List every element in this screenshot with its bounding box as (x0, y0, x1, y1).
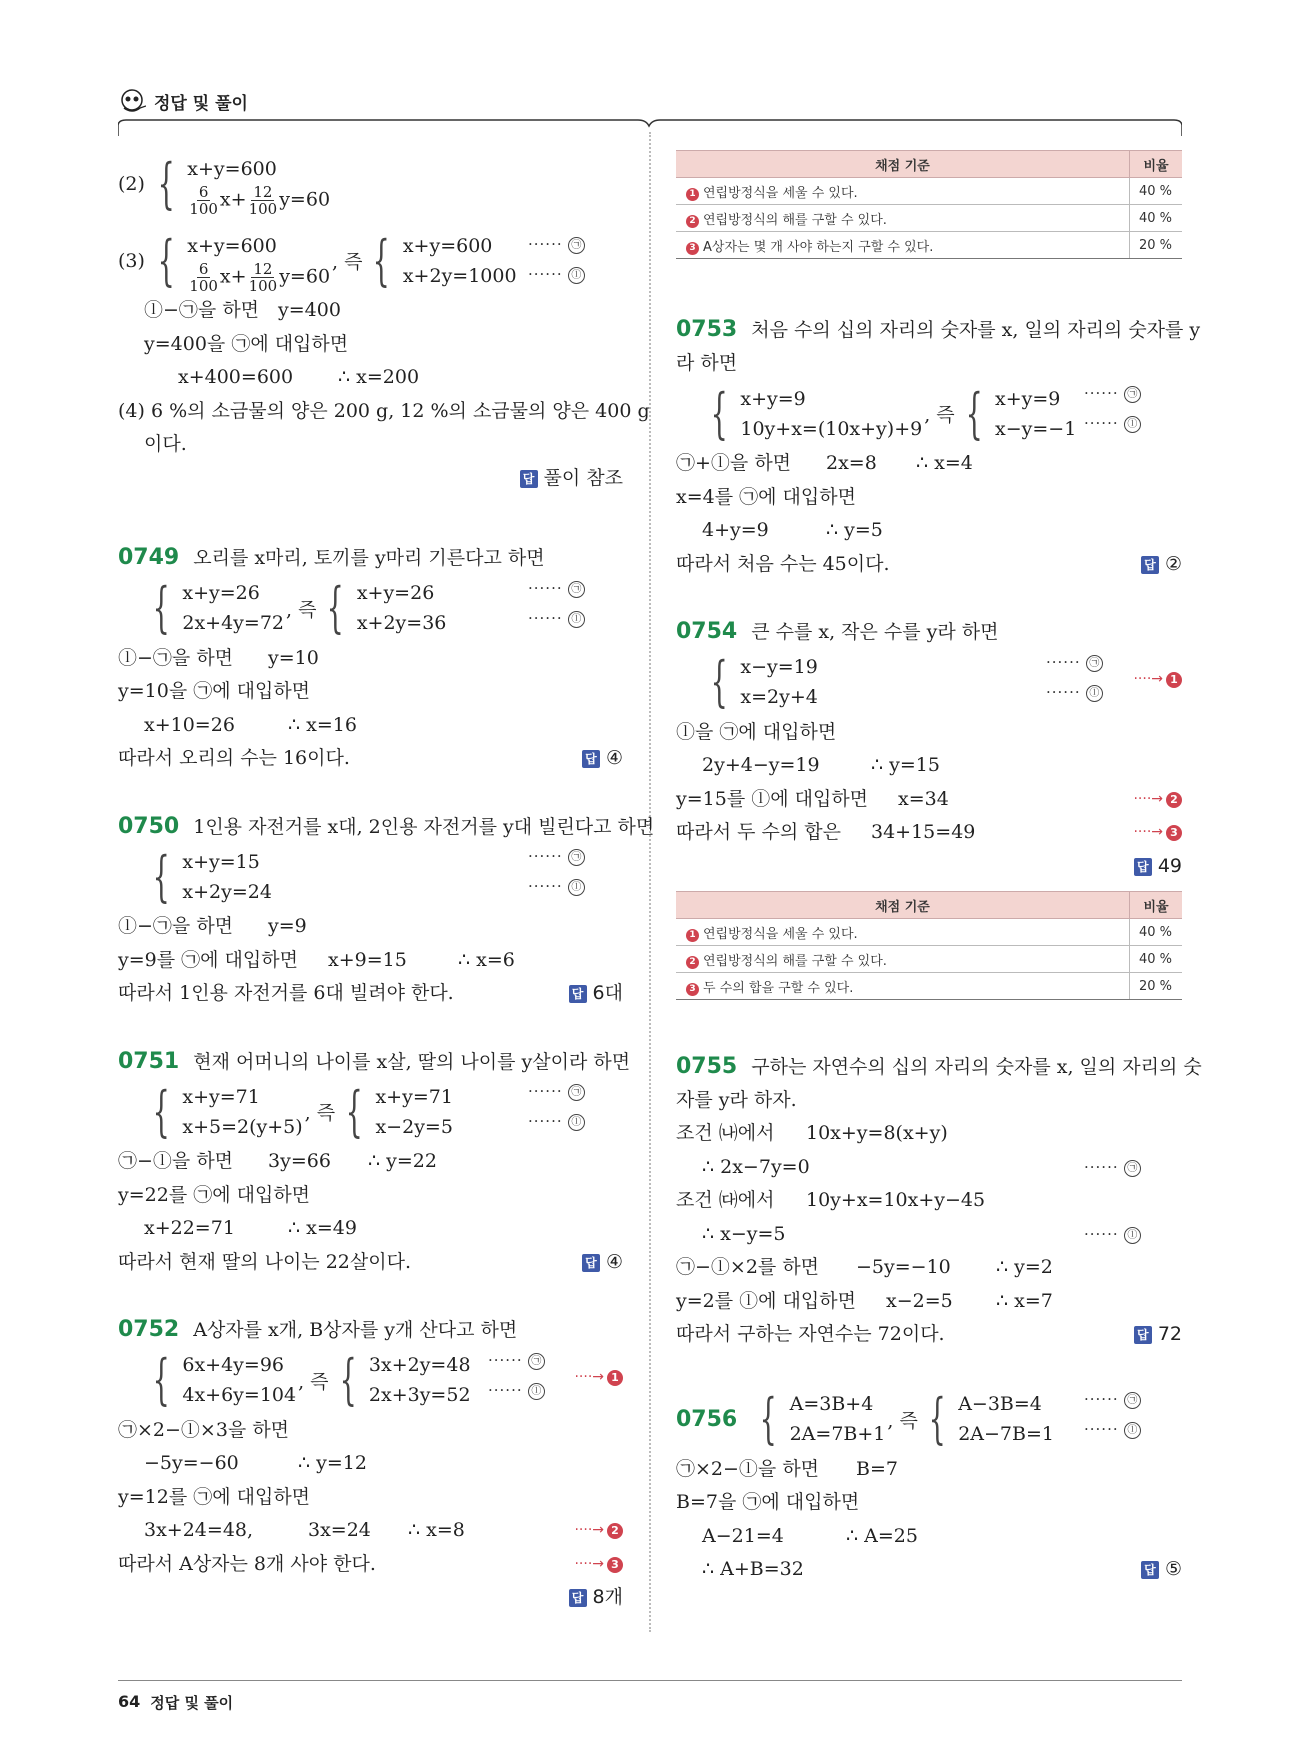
table-row: 3 A상자는 몇 개 사야 하는지 구할 수 있다. 20 % (676, 232, 1182, 259)
column-divider (649, 132, 651, 1632)
solution-line: 자를 y라 하자. (676, 1088, 797, 1111)
sub-label: (2) (118, 172, 145, 195)
solution-line: y=22를 ㉠에 대입하면 (118, 1183, 311, 1206)
solution-line: y=10을 ㉠에 대입하면 (118, 680, 311, 702)
table-row: 1 연립방정식을 세울 수 있다. 40 % (676, 919, 1182, 946)
step-marker: ····→ 3 (574, 1548, 623, 1582)
solution-line: y=12를 ㉠에 대입하면 (118, 1485, 311, 1508)
problem-0751: 0751 현재 어머니의 나이를 x살, 딸의 나이를 y살이라 하면 (118, 1048, 631, 1074)
fraction: $\frac{12}{100}$ (248, 182, 278, 218)
equation: $\frac{6}{100}$ x+ $\frac{12}{100}$ y=60 (189, 259, 331, 295)
solution-line: 조건 ㈐에서 10y+x=10x+y−45 (676, 1189, 986, 1211)
solution-line: 따라서 A상자는 8개 사야 한다. ····→ 3 (118, 1548, 623, 1582)
problem-0749: 0749 오리를 x마리, 토끼를 y마리 기른다고 하면 (118, 545, 545, 570)
equation-tag: ······ ⓛ (528, 265, 585, 284)
problem-0753: 0753 처음 수의 십의 자리의 숫자를 x, 일의 자리의 숫자를 y (676, 317, 1201, 342)
solution-line: 따라서 현재 딸의 나이는 22살이다. 답 ④ (118, 1250, 623, 1273)
equation-system: { x+y=15 x+2y=24 ······ ㉠ ······ ⓛ (118, 843, 623, 910)
solution-line: x=4를 ㉠에 대입하면 (676, 485, 856, 508)
equation-system: { x+y=26 2x+4y=72 , 즉 { x+y=26 x+2y=36 ······ ㉠ ······ ⓛ (118, 575, 623, 642)
equation: $\frac{6}{100}$ x+ $\frac{12}{100}$ y=60 (189, 182, 331, 218)
problem-0755: 0755 구하는 자연수의 십의 자리의 숫자를 x, 일의 자리의 숫 (676, 1054, 1202, 1079)
brace: { (373, 228, 391, 292)
solution-line: y=2를 ⓛ에 대입하면 x−2=5 ∴ x=7 (676, 1289, 1053, 1312)
mascot-icon (118, 88, 146, 114)
solution-line: ㉠−ⓛ×2를 하면 −5y=−10 ∴ y=2 (676, 1256, 1053, 1278)
solution-line: 따라서 처음 수는 45이다. 답 ② (676, 552, 1182, 575)
solution-line: ∴ x−y=5 ······ ⓛ (676, 1218, 1182, 1252)
solution-line: A−21=4 ∴ A=25 (702, 1524, 918, 1547)
solution-line: ㉠×2−ⓛ을 하면 B=7 (676, 1457, 898, 1480)
table-row: 2 연립방정식의 해를 구할 수 있다. 40 % (676, 946, 1182, 973)
solution-line: 3x+24=48, 3x=24 ∴ x=8 ····→ 2 (118, 1514, 623, 1548)
problem-0750: 0750 1인용 자전거를 x대, 2인용 자전거를 y대 빌린다고 하면 (118, 813, 655, 839)
solution-line: (4) 6 %의 소금물의 양은 200 g, 12 %의 소금물의 양은 400 g (118, 399, 650, 422)
solution-line: ⓛ−㉠을 하면 y=400 (144, 299, 341, 321)
table-row: 1 연립방정식을 세울 수 있다. 40 % (676, 178, 1182, 205)
problem-0756: 0756 { A=3B+4 2A=7B+1 , 즉 { A−3B=4 2A−7B=1 ······ ㉠ ······ ⓛ (676, 1386, 1182, 1453)
header-title: 정답 및 풀이 (154, 93, 248, 114)
solution-line: y=400을 ㉠에 대입하면 (144, 332, 349, 355)
table-row: 3 두 수의 합을 구할 수 있다. 20 % (676, 973, 1182, 1000)
answer-icon: 답 (520, 470, 538, 488)
equation: x+y=600 (187, 157, 277, 180)
solution-line: 2y+4−y=19 ∴ y=15 (702, 754, 940, 776)
fraction: $\frac{6}{100}$ (189, 182, 218, 218)
solution-line: ⓛ−㉠을 하면 y=10 (118, 646, 319, 669)
solution-line: ∴ A+B=32 답 ⑤ (702, 1558, 1182, 1580)
sub-label: (3) (118, 249, 145, 272)
solution-line: 따라서 구하는 자연수는 72이다. 답 72 (676, 1323, 1182, 1345)
equation: x+y=600 (402, 234, 493, 257)
problem-0752: 0752 A상자를 x개, B상자를 y개 산다고 하면 (118, 1317, 518, 1342)
scoring-table-0752: 채점 기준 비율 1 연립방정식을 세울 수 있다. 40 % 2 연립방정식의 해를 구할 수 있다. 40 % 3 A상자는 몇 개 사야 하는지 구할 수 있다. 20 % (676, 150, 1182, 259)
solution-line: ∴ 2x−7y=0 ······ ㉠ (676, 1151, 1182, 1185)
solution-line: ㉠−ⓛ을 하면 3y=66 ∴ y=22 (118, 1150, 437, 1172)
page-header (118, 88, 248, 114)
solution-line: y=15를 ⓛ에 대입하면 x=34 ····→ 2 (676, 783, 1182, 817)
equation-system: { 6x+4y=96 4x+6y=104 , 즉 { 3x+2y=48 2x+3y=52 ······ ㉠ ······ ⓛ ····→ 1 (118, 1347, 623, 1414)
page-footer (118, 1692, 233, 1713)
solution-line: x+10=26 ∴ x=16 (144, 713, 357, 736)
right-column (676, 150, 1202, 1587)
solution-line: 따라서 두 수의 합은 34+15=49 ····→ 3 (676, 816, 1182, 850)
solution-line: 라 하면 (676, 351, 738, 374)
solution-line: ㉠+ⓛ을 하면 2x=8 ∴ x=4 (676, 452, 973, 474)
equation-system-p3 (118, 227, 623, 294)
equation: x+y=600 (187, 234, 277, 257)
footer-title: 정답 및 풀이 (150, 1694, 234, 1712)
solution-line: ㉠×2−ⓛ×3을 하면 (118, 1418, 290, 1441)
step-marker: ····→ 1 (574, 1369, 623, 1386)
solution-line: B=7을 ㉠에 대입하면 (676, 1491, 860, 1513)
answer: 답 8개 (118, 1581, 623, 1615)
connector: , 즉 (332, 251, 363, 273)
problem-0754: 0754 큰 수를 x, 작은 수를 y라 하면 (676, 619, 999, 644)
solution-line: 따라서 1인용 자전거를 6대 빌려야 한다. 답 6대 (118, 982, 623, 1004)
solution-line: x+22=71 ∴ x=49 (144, 1217, 357, 1239)
equation-system: { x+y=9 10y+x=(10x+y)+9 , 즉 { x+y=9 x−y=−1 ······ ㉠ ······ ⓛ (676, 380, 1182, 447)
page-number: 64 (118, 1692, 141, 1711)
brace: { (157, 228, 175, 292)
fraction: $\frac{6}{100}$ (189, 259, 218, 295)
solution-line: 4+y=9 ∴ y=5 (702, 519, 883, 541)
equation: x+2y=1000 (402, 264, 517, 287)
equation-system: { x+y=71 x+5=2(y+5) , 즉 { x+y=71 x−2y=5 ······ ㉠ ······ ⓛ (118, 1078, 623, 1145)
brace: { (157, 151, 175, 215)
scoring-table-0754: 채점 기준 비율 1 연립방정식을 세울 수 있다. 40 % 2 연립방정식의 해를 구할 수 있다. 40 % 3 두 수의 합을 구할 수 있다. 20 % (676, 891, 1182, 1000)
solution-line: ⓛ을 ㉠에 대입하면 (676, 720, 837, 743)
equation-system-p2 (118, 150, 623, 217)
solution-line: y=9를 ㉠에 대입하면 x+9=15 ∴ x=6 (118, 948, 515, 971)
left-column (118, 150, 655, 1615)
answer: 답 49 (676, 850, 1182, 884)
step-marker: ····→ 2 (574, 1514, 623, 1548)
solution-line: x+400=600 ∴ x=200 (178, 366, 420, 388)
footer-rule (118, 1680, 1182, 1681)
equation-tag: ······ ㉠ (528, 235, 585, 254)
solution-line: ⓛ−㉠을 하면 y=9 (118, 915, 307, 937)
solution-line: −5y=−60 ∴ y=12 (144, 1452, 367, 1474)
solution-line: 따라서 오리의 수는 16이다. 답 ④ (118, 747, 623, 769)
table-row: 2 연립방정식의 해를 구할 수 있다. 40 % (676, 205, 1182, 232)
fraction: $\frac{12}{100}$ (248, 259, 278, 295)
answer: 답 풀이 참조 (118, 462, 623, 496)
solution-line: 조건 ㈏에서 10x+y=8(x+y) (676, 1122, 948, 1144)
equation-system: { x−y=19 x=2y+4 ······ ㉠ ······ ⓛ ····→ 1 (676, 649, 1182, 716)
solution-line: 이다. (144, 433, 187, 455)
